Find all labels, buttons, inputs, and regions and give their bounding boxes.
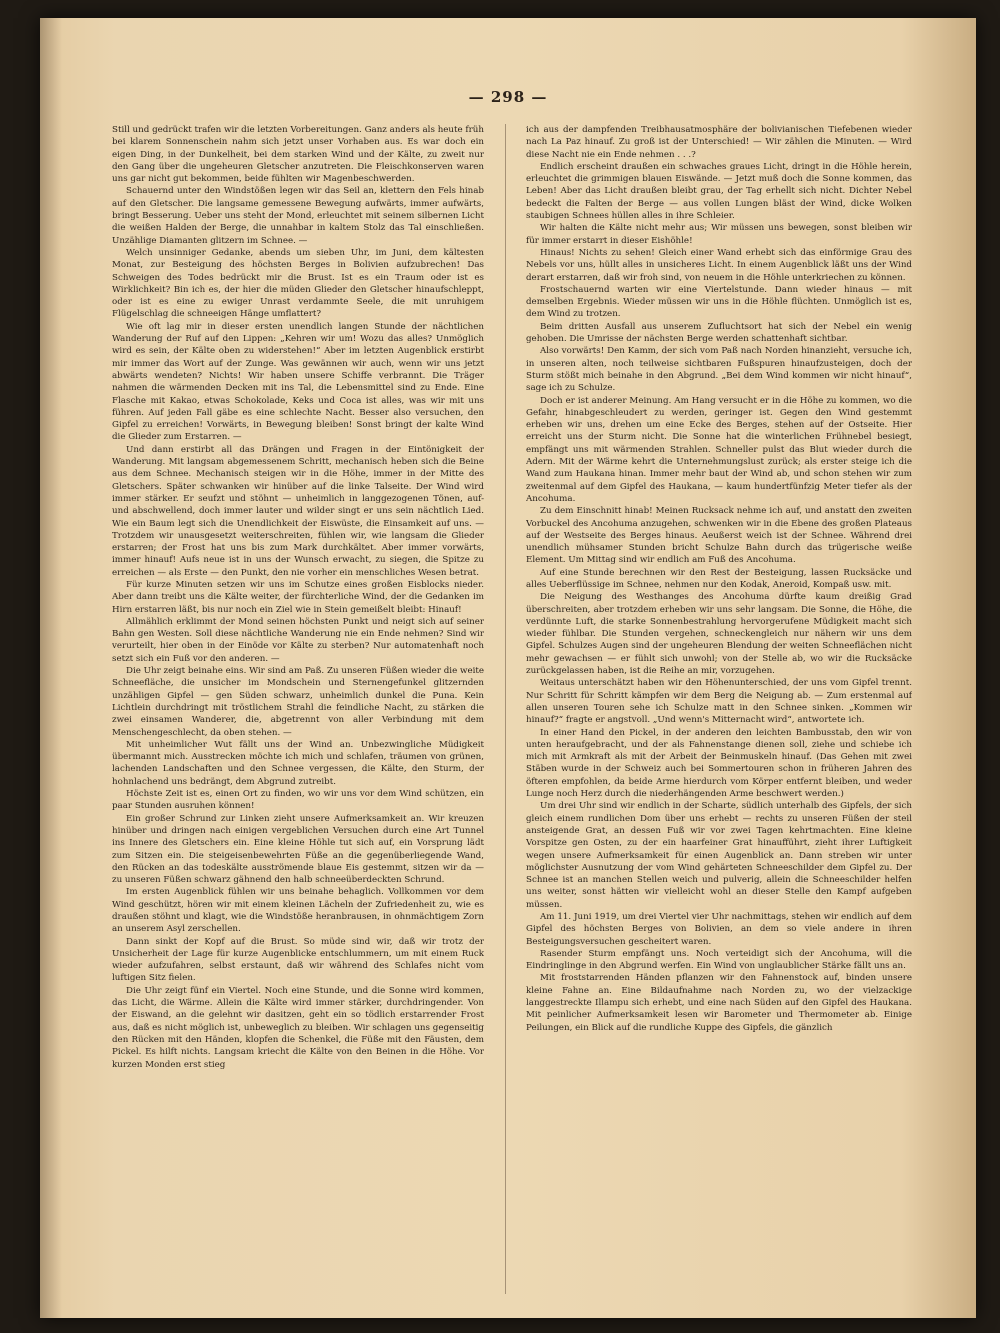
text-column-left — [112, 124, 484, 1304]
paragraph: Still und gedrückt trafen wir die letzten Vorbereitungen. Ganz anders als heute früh bei klarem Sonnenschein nahm sich jetzt unser Vorhaben aus. Es war doch ein eigen Ding, in der Dunkelheit, bei dem starken Wind und der Kälte, zu zweit nur den Gang über die ungeheuren Gletscher anzutreten. Die Fleischkonserven waren uns gar nicht gut bekommen, beide fühlten wir Magenbeschwerden. — [112, 125, 484, 185]
paragraph: Am 11. Juni 1919, um drei Viertel vier Uhr nachmittags, stehen wir endlich auf dem Gipfel des höchsten Berges von Bolivien, an dem so viele andere in ihren Besteigungsversuchen gescheitert waren. — [526, 912, 912, 947]
paragraph: Mit froststarrenden Händen pflanzen wir den Fahnenstock auf, binden unsere kleine Fahne an. Eine Bildaufnahme nach Norden zu, wo der vielzackige langgestreckte Illampu sich erhebt, und eine nach Süden auf den Gipfel des Haukana. Mit peinlicher Aufmerksamkeit lesen wir Barometer und Thermometer ab. Einige Peilungen, ein Blick auf die rundliche Kuppe des Gipfels, die gänzlich — [526, 973, 912, 1033]
page-number: — 298 — — [468, 88, 548, 106]
paragraph: Beim dritten Ausfall aus unserem Zufluchtsort hat sich der Nebel ein wenig gehoben. Die Umrisse der nächsten Berge werden schattenhaft sichtbar. — [526, 321, 912, 345]
paragraph: Endlich erscheint draußen ein schwaches graues Licht, dringt in die Höhle herein, erleuchtet die grimmigen blauen Eiswände. — Jetzt muß doch die Sonne kommen, das Leben! Aber das Licht draußen bleibt grau, der Tag erhellt sich nicht. Dichter Nebel bedeckt die Falten der Berge — aus vollen Lungen bläst der Wind, dicke Wolken staubigen Schnees hüllen alles in ihre Schleier. — [526, 161, 912, 222]
paragraph: Wie oft lag mir in dieser ersten unendlich langen Stunde der nächtlichen Wanderung der Ruf auf den Lippen: „Kehren wir um! Wozu das alles? Unmöglich wird es sein, der Kälte oben zu widerstehen!“ Aber im letzten Augenblick erstirbt mir immer das Wort auf der Zunge. Was gewännen wir auch, wenn wir uns jetzt abwärts wendeten? Nichts! Wir haben unsere Schiffe verbrannt. Die Träger nahmen die wärmenden Decken mit ins Tal, die Lebensmittel sind zu Ende. Eine Flasche mit Kakao, etwas Schokolade, Keks und Coca ist alles, was wir mit uns führen. Auf jeden Fall gäbe es eine schlechte Nacht. Besser also versuchen, den Gipfel zu erreichen! Vorwärts, in Bewegung bleiben! Sonst bringt der kalte Wind die Glieder zum Erstarren. — — [112, 321, 484, 443]
paragraph: Schauernd unter den Windstößen legen wir das Seil an, klettern den Fels hinab auf den Gletscher. Die langsame gemessene Bewegung aufwärts, immer aufwärts, bringt Besserung. Ueber uns steht der Mond, erleuchtet mit seinem silbernen Licht die weißen Halden der Berge, die unnahbar in kaltem Stolz das Tal einschließen. Unzählige Diamanten glitzern im Schnee. — — [112, 186, 484, 246]
paragraph: Die Uhr zeigt beinahe eins. Wir sind am Paß. Zu unseren Füßen wieder die weite Schneefläche, die unsicher im Mondschein und Sternengefunkel glitzernden unzähligen Gipfel — gen Süden schwarz, unheimlich dunkel die Puna. Kein Lichtlein durchdringt mit tröstlichem Strahl die feindliche Nacht, zu stärken die zwei einsamen Wanderer, die, abgetrennt von aller Verbindung mit dem Menschengeschlecht, da oben stehen. — — [112, 666, 484, 738]
paragraph: Im ersten Augenblick fühlen wir uns beinahe behaglich. Vollkommen vor dem Wind geschützt, hören wir mit einem kleinen Lächeln der Zufriedenheit zu, wie es draußen stöhnt und klagt, wie die Windstöße heranbrausen, in ohnmächtigem Zorn an unserem Asyl zerschellen. — [112, 887, 484, 935]
column-divider — [505, 124, 506, 1294]
paragraph: Doch er ist anderer Meinung. Am Hang versucht er in die Höhe zu kommen, wo die Gefahr, hinabgeschleudert zu werden, geringer ist. Gegen den Wind gestemmt erheben wir uns, drehen um eine Ecke des Berges, stehen auf der Ostseite. Hier erreicht uns der Sturm nicht. Die Sonne hat die winterlichen Frühnebel besiegt, empfängt uns mit wärmenden Strahlen. Schneller pulst das Blut wieder durch die Adern. Mit der Wärme kehrt die Unternehmungslust zurück; als erster steige ich die Wand zum Haukana hinan. Immer mehr baut der Wind ab, und schon stehen wir zum zweitenmal auf dem Gipfel des Haukana, — kaum hundertfünfzig Meter tiefer als der Ancohuma. — [526, 395, 912, 504]
text-column-right — [526, 124, 912, 1304]
paragraph: Allmählich erklimmt der Mond seinen höchsten Punkt und neigt sich auf seiner Bahn gen Westen. Soll diese nächtliche Wanderung nie ein Ende nehmen? Sind wir verurteilt, hier oben in der Einöde vor Kälte zu sterben? Nur automatenhaft noch setzt sich ein Fuß vor den anderen. — — [112, 616, 484, 664]
paragraph: Um drei Uhr sind wir endlich in der Scharte, südlich unterhalb des Gipfels, der sich gleich einem rundlichen Dom über uns erhebt — rechts zu unseren Füßen der steil ansteigende Grat, an dessen Fuß wir vor zwei Tagen kehrtmachten. Eine kleine Vorspitze gen Osten, zu der ein haarfeiner Grat hinaufführt, zieht ihrer Luftigkeit wegen unsere Aufmerksamkeit für einen Augenblick an. Dann streben wir unter möglichster Ausnutzung der vom Wind gehärteten Schneeschilder dem Gipfel zu. Der Schnee ist an manchen Stellen weich und pulverig, allein die Schneeschilder helfen uns weiter, sonst hätten wir vielleicht wohl an dieser Stelle den Kampf aufgeben müssen. — [526, 801, 912, 910]
book-page — [40, 18, 976, 1318]
paragraph: Ein großer Schrund zur Linken zieht unsere Aufmerksamkeit an. Wir kreuzen hinüber und dringen nach einigen vergeblichen Versuchen durch eine Art Tunnel ins Innere des Gletschers ein. Eine kleine Höhle tut sich auf, ein Vorsprung lädt zum Sitzen ein. Die steigeisenbewehrten Füße an die gegenüberliegende Wand, den Rücken an das todeskälte ausströmende blaue Eis gestemmt, sitzen wir da — zu unseren Füßen schwarz gähnend den halb schneeüberdeckten Schrund. — [112, 813, 484, 886]
paragraph: Auf eine Stunde berechnen wir den Rest der Besteigung, lassen Rucksäcke und alles Ueberflüssige im Schnee, nehmen nur den Kodak, Aneroid, Kompaß usw. mit. — [526, 567, 912, 590]
paragraph: ich aus der dampfenden Treibhausatmosphäre der bolivianischen Tiefebenen wieder nach La Paz hinauf. Zu groß ist der Unterschied! — Wir zählen die Minuten. — Wird diese Nacht nie ein Ende nehmen . . .? — [526, 125, 912, 160]
paragraph: In einer Hand den Pickel, in der anderen den leichten Bambusstab, den wir von unten heraufgebracht, und der als Fahnenstange dienen soll, ziehe und schiebe ich mich mit Armkraft als mit der Arbeit der Beinmuskeln hinauf. (Das Gehen mit zwei Stäben wurde in der Schweiz auch bei Sommertouren schon in früheren Jahren des öfteren empfohlen, da beide Arme hierdurch vom Körper entfernt bleiben, und weder Lunge noch Herz durch die niederhängenden Arme beschwert werden.) — [526, 727, 912, 800]
paragraph: Und dann erstirbt all das Drängen und Fragen in der Eintönigkeit der Wanderung. Mit langsam abgemessenem Schritt, mechanisch heben sich die Beine aus dem Schnee. Mechanisch steigen wir in die Höhe, immer in der Mitte des Gletschers. Später schwanken wir hinüber auf die linke Talseite. Der Wind wird immer stärker. Er seufzt und stöhnt — unheimlich in langgezogenen Tönen, auf- und abschwellend, doch immer lauter und wilder singt er uns sein nächtlich Lied. Wie ein Baum legt sich die Unendlichkeit der Eiswüste, die Einsamkeit auf uns. — Trotzdem wir unausgesetzt weiterschreiten, fühlen wir, wie langsam die Glieder erstarren; der Frost hat uns bis zum Mark durchkältet. Aber immer vorwärts, immer hinauf! Aufs neue ist in uns der Wunsch erwacht, zu siegen, die Spitze zu erreichen — als Erste — den Punkt, den nie vorher ein menschliches Wesen betrat. — [112, 444, 484, 578]
paragraph: Rasender Sturm empfängt uns. Noch verteidigt sich der Ancohuma, will die Eindringlinge in den Abgrund werfen. Ein Wind von unglaublicher Stärke fällt uns an. — [526, 948, 912, 972]
paragraph: Wir halten die Kälte nicht mehr aus; Wir müssen uns bewegen, sonst bleiben wir für immer erstarrt in dieser Eishöhle! — [526, 223, 912, 246]
paragraph: Höchste Zeit ist es, einen Ort zu finden, wo wir uns vor dem Wind schützen, ein paar Stunden ausruhen können! — [112, 789, 484, 812]
paragraph: Mit unheimlicher Wut fällt uns der Wind an. Unbezwingliche Müdigkeit übermannt mich. Ausstrecken möchte ich mich und schlafen, träumen von grünen, lachenden Landschaften und den Schnee vergessen, die Kälte, den Sturm, der hohnlachend uns bedrängt, dem Abgrund zutreibt. — [112, 739, 484, 787]
paragraph: Für kurze Minuten setzen wir uns im Schutze eines großen Eisblocks nieder. Aber dann treibt uns die Kälte weiter, der fürchterliche Wind, der die Gedanken im Hirn erstarren läßt, bis nur noch ein Ziel wie in Stein gemeißelt bleibt: Hinauf! — [112, 579, 484, 615]
paragraph: Welch unsinniger Gedanke, abends um sieben Uhr, im Juni, dem kältesten Monat, zur Besteigung des höchsten Berges in Bolivien aufzubrechen! Das Schweigen des Todes bedrückt mir die Brust. Ist es ein Traum oder ist es Wirklichkeit? Bin ich es, der hier die müden Glieder den Gletscher hinaufschleppt, oder ist es eine zu ewiger Unrast verdammte Seele, die mit unruhigem Flügelschlag die schneeigen Hänge umflattert? — [112, 247, 484, 320]
paragraph: Frostschauernd warten wir eine Viertelstunde. Dann wieder hinaus — mit demselben Ergebnis. Wieder müssen wir uns in die Höhle flüchten. Unmöglich ist es, dem Wind zu trotzen. — [526, 284, 912, 320]
paragraph: Zu dem Einschnitt hinab! Meinen Rucksack nehme ich auf, und anstatt den zweiten Vorbuckel des Ancohuma anzugehen, schwenken wir in die Ebene des großen Plateaus auf der Westseite des Berges hinaus. Aeußerst weich ist der Schnee. Während drei unendlich mühsamer Stunden bricht Schulze Bahn durch das trügerische weiße Element. Um Mittag sind wir endlich am Fuß des Ancohuma. — [526, 506, 912, 566]
paragraph: Die Uhr zeigt fünf ein Viertel. Noch eine Stunde, und die Sonne wird kommen, das Licht, die Wärme. Allein die Kälte wird immer stärker, durchdringender. Von der Eiswand, an die gelehnt wir dasitzen, geht ein so tödlich erstarrender Frost aus, daß es nicht möglich ist, unbeweglich zu bleiben. Wir schlagen uns gegenseitig den Rücken mit den Händen, klopfen die Schenkel, die Füße mit den Fäusten, dem Pickel. Es hilft nichts. Langsam kriecht die Kälte von den Beinen in die Höhe. Vor kurzen Monden erst stieg — [112, 985, 484, 1070]
paragraph: Hinaus! Nichts zu sehen! Gleich einer Wand erhebt sich das einförmige Grau des Nebels vor uns, hüllt alles in unsicheres Licht. In einem Augenblick läßt uns der Wind derart erstarren, daß wir froh sind, von neuem in die Höhle unterkriechen zu können. — [526, 247, 912, 283]
page-gutter-shadow — [40, 18, 62, 1318]
paragraph: Die Neigung des Westhanges des Ancohuma dürfte kaum dreißig Grad überschreiten, aber trotzdem erheben wir uns sehr langsam. Die Sonne, die Höhe, die verdünnte Luft, die starke Sonnenbestrahlung hervorgerufene Müdigkeit macht sich wieder fühlbar. Die Stunden vergehen, schneckengleich nur nähern wir uns dem Gipfel. Schulzes Augen sind der ungeheuren Blendung der weiten Schneeflächen nicht mehr gewachsen — er fühlt sich unwohl; von der Stelle ab, wo wir die Rucksäcke zurückgelassen haben, ist die Reihe an mir, vorzugehen. — [526, 592, 912, 677]
paragraph: Weitaus unterschätzt haben wir den Höhenunterschied, der uns vom Gipfel trennt. Nur Schritt für Schritt kämpfen wir dem Berg die Neigung ab. — Zum erstenmal auf allen unseren Touren sehe ich Schulze matt in den Schnee sinken. „Kommen wir hinauf?“ fragte er angstvoll. „Und wenn's Mitternacht wird“, antwortete ich. — [526, 678, 912, 726]
paragraph: Dann sinkt der Kopf auf die Brust. So müde sind wir, daß wir trotz der Unsicherheit der Lage für kurze Augenblicke entschlummern, um mit einem Ruck wieder aufzufahren, selbst erstaunt, daß wir während des Schlafes nicht vom luftigen Sitz fielen. — [112, 936, 484, 984]
paragraph: Also vorwärts! Den Kamm, der sich vom Paß nach Norden hinanzieht, versuche ich, in unseren alten, noch teilweise sichtbaren Fußspuren hinaufzusteigen, doch der Sturm stößt mich beinahe in den Abgrund. „Bei dem Wind kommen wir nicht hinauf“, sage ich zu Schulze. — [526, 346, 912, 394]
